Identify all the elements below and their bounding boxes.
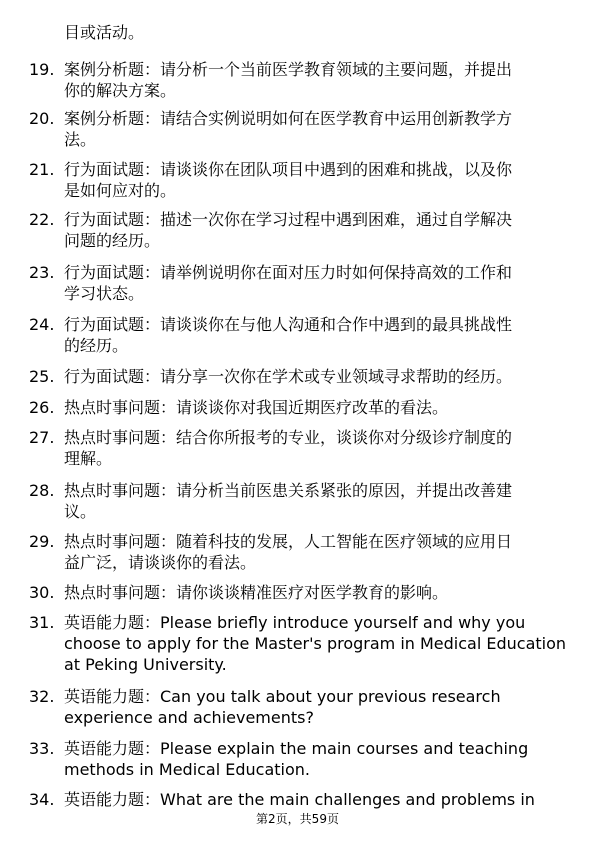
question-text-line: 热点时事问题：请分析当前医患关系紧张的原因，并提出改善建 xyxy=(64,481,513,500)
question-text-line: 英语能力题：Please briefly introduce yourself and why you xyxy=(64,613,526,632)
question-number: 19. xyxy=(29,60,55,79)
question-number: 30. xyxy=(29,583,55,602)
question-text-line: 行为面试题：请举例说明你在面对压力时如何保持高效的工作和 xyxy=(64,263,513,282)
page-number-footer: 第2页，共59页 xyxy=(256,812,339,826)
question-number: 20. xyxy=(29,109,55,128)
question-text-line: 是如何应对的。 xyxy=(64,181,177,200)
question-number: 27. xyxy=(29,428,55,447)
question-text-line: 英语能力题：Please explain the main courses and teaching xyxy=(64,739,529,758)
question-text-line: 理解。 xyxy=(64,449,113,468)
question-text-line: 行为面试题：请谈谈你在团队项目中遇到的困难和挑战，以及你 xyxy=(64,160,513,179)
question-text-line: 学习状态。 xyxy=(64,284,145,303)
question-text-line: 问题的经历。 xyxy=(64,231,161,250)
question-number: 29. xyxy=(29,532,55,551)
question-text-line: 行为面试题：请谈谈你在与他人沟通和合作中遇到的最具挑战性 xyxy=(64,315,513,334)
question-number: 22. xyxy=(29,210,55,229)
question-text-line: methods in Medical Education. xyxy=(64,760,311,779)
continuation-text: 目或活动。 xyxy=(64,23,145,42)
question-number: 25. xyxy=(29,367,55,386)
question-text-line: 案例分析题：请结合实例说明如何在医学教育中运用创新教学方 xyxy=(64,109,513,128)
question-number: 34. xyxy=(29,790,55,809)
question-text-line: 益广泛，请谈谈你的看法。 xyxy=(64,553,257,572)
question-number: 32. xyxy=(29,687,55,706)
question-number: 33. xyxy=(29,739,55,758)
question-text-line: 行为面试题：请分享一次你在学术或专业领域寻求帮助的经历。 xyxy=(64,367,513,386)
question-text-line: 英语能力题：Can you talk about your previous research xyxy=(64,687,501,706)
question-text-line: 行为面试题：描述一次你在学习过程中遇到困难，通过自学解决 xyxy=(64,210,513,229)
question-text-line: 案例分析题：请分析一个当前医学教育领域的主要问题，并提出 xyxy=(64,60,513,79)
question-text-line: 英语能力题：What are the main challenges and problems in xyxy=(64,790,535,809)
question-text-line: 热点时事问题：请你谈谈精准医疗对医学教育的影响。 xyxy=(64,583,449,602)
question-text-line: 的经历。 xyxy=(64,336,129,355)
question-number: 28. xyxy=(29,481,55,500)
question-number: 31. xyxy=(29,613,55,632)
question-text-line: 你的解决方案。 xyxy=(64,81,177,100)
question-number: 26. xyxy=(29,398,55,417)
question-text-line: 议。 xyxy=(64,502,97,521)
question-text-line: experience and achievements? xyxy=(64,708,314,727)
question-number: 21. xyxy=(29,160,55,179)
question-text-line: at Peking University. xyxy=(64,655,227,674)
question-text-line: 热点时事问题：结合你所报考的专业，谈谈你对分级诊疗制度的 xyxy=(64,428,513,447)
question-text-line: 法。 xyxy=(64,130,97,149)
question-number: 24. xyxy=(29,315,55,334)
question-text-line: choose to apply for the Master's program in Medical Education xyxy=(64,634,567,653)
question-text-line: 热点时事问题：请谈谈你对我国近期医疗改革的看法。 xyxy=(64,398,449,417)
question-number: 23. xyxy=(29,263,55,282)
question-text-line: 热点时事问题：随着科技的发展，人工智能在医疗领域的应用日 xyxy=(64,532,513,551)
